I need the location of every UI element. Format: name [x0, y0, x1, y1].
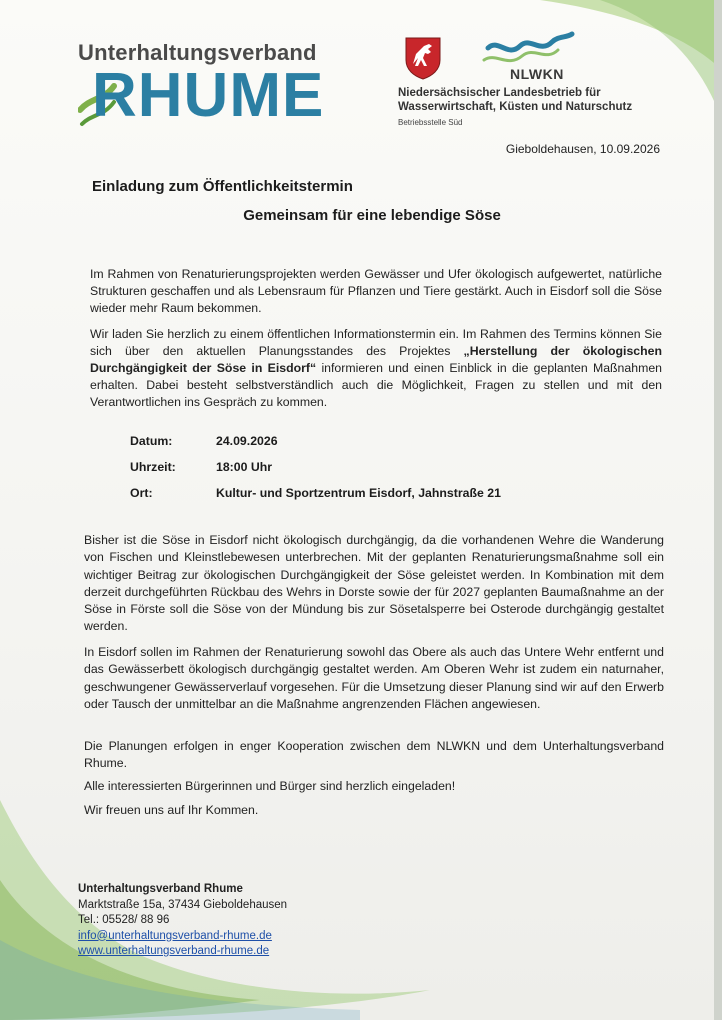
time-label: Uhrzeit:: [130, 460, 176, 474]
paper-edge: [714, 0, 722, 1020]
event-details: [130, 434, 501, 512]
nlwkn-full-name: [398, 86, 632, 114]
event-time-row: [130, 460, 501, 486]
invite-text-before: Wir laden Sie herzlich zu einem öffentlichen Informationstermin ein. Im Rahmen des Termins können Sie sich über den aktuellen Planungsstandes des Projektes: [90, 327, 662, 358]
uv-logo-wordmark: RHUME: [92, 61, 325, 130]
event-place-row: [130, 486, 501, 512]
place-label: Ort:: [130, 486, 153, 500]
footer-email-link[interactable]: info@unterhaltungsverband-rhume.de: [78, 929, 272, 942]
letter-title: Einladung zum Öffentlichkeitstermin: [92, 178, 353, 195]
body-paragraph-background: Bisher ist die Söse in Eisdorf nicht ökologisch durchgängig, da die vorhandenen Wehre die Wanderung von Fischen und Kleinstlebewesen unterbrechen. Mit der geplanten Renaturierungsmaßnahme soll ein wichtiger Beitrag zur ökologischen Durchgängigkeit der Söse geleistet werden. In Kombination mit dem derzeit durchgeführten Rückbau des Wehrs in Dorste sowie der für 2027 geplanten Baumaßnahme an der Söse in Förste soll die Söse von der Mündung bis zur Sösetalsperre bei Osterode durchgängig gestaltet werden.: [84, 533, 664, 634]
lower-saxony-crest-icon: [404, 36, 442, 80]
footer-address: Marktstraße 15a, 37434 Gieboldehausen: [78, 898, 288, 911]
footer-phone: Tel.: 05528/ 88 96: [78, 914, 170, 926]
uv-rhume-logo: [78, 40, 338, 136]
event-date-row: [130, 434, 501, 460]
footer-website-link[interactable]: www.unterhaltungsverband-rhume.de: [78, 945, 270, 957]
date-label: Datum:: [130, 434, 173, 448]
place-and-date: Gieboldehausen, 10.09.2026: [505, 142, 660, 156]
nlwkn-abbreviation: NLWKN: [510, 66, 564, 82]
invitation-paragraph: [90, 326, 662, 411]
uv-logo-title: Unterhaltungsverband: [78, 40, 317, 65]
letter-subtitle: Gemeinsam für eine lebendige Söse: [243, 207, 501, 224]
nlwkn-name-line-1: Niedersächsischer Landesbetrieb für: [398, 87, 601, 99]
nlwkn-branch: Betriebsstelle Süd: [398, 118, 463, 127]
body-paragraph-invitation: Alle interessierten Bürgerinnen und Bürger sind herzlich eingeladen!: [84, 779, 456, 793]
date-value: 24.09.2026: [216, 434, 278, 448]
footer-organization: Unterhaltungsverband Rhume: [78, 883, 243, 895]
time-value: 18:00 Uhr: [216, 460, 273, 474]
intro-paragraph: Im Rahmen von Renaturierungsprojekten werden Gewässer und Ufer ökologisch aufgewertet, natürliche Strukturen geschaffen und als Lebensraum für Pflanzen und Tiere gestärkt. Auch in Eisdorf soll die Söse wieder mehr Raum bekommen.: [90, 267, 662, 315]
body-paragraph-cooperation: Die Planungen erfolgen in enger Kooperation zwischen dem NLWKN und dem Unterhaltungsverband Rhume.: [84, 739, 664, 771]
place-value: Kultur- und Sportzentrum Eisdorf, Jahnstraße 21: [216, 486, 501, 500]
body-paragraph-closing: Wir freuen uns auf Ihr Kommen.: [84, 803, 259, 817]
invite-text-after: informieren und einen Einblick in die geplanten Maßnahmen erhalten. Dabei besteht selbstverständlich auch die Möglichkeit, Fragen zu stellen und mit den Verantwortlichen ins Gespräch zu kommen.: [90, 361, 662, 409]
nlwkn-name-line-2: Wasserwirtschaft, Küsten und Naturschutz: [398, 101, 633, 113]
sender-footer: [78, 882, 287, 960]
body-paragraph-measures: In Eisdorf sollen im Rahmen der Renaturierung sowohl das Obere als auch das Untere Wehr entfernt und das Gewässerbett ökologisch durchgängig gestaltet werden. Am Oberen Wehr ist zudem ein naturnaher, geschwungener Gewässerverlauf vorgesehen. Für die Umsetzung dieser Planung sind wir auf den Erwerb oder Tausch der unmittelbar an die Maßnahme angrenzenden Flächen angewiesen.: [84, 645, 664, 711]
project-name: „Herstellung der ökologischen Durchgängigkeit der Söse in Eisdorf“: [90, 344, 662, 375]
